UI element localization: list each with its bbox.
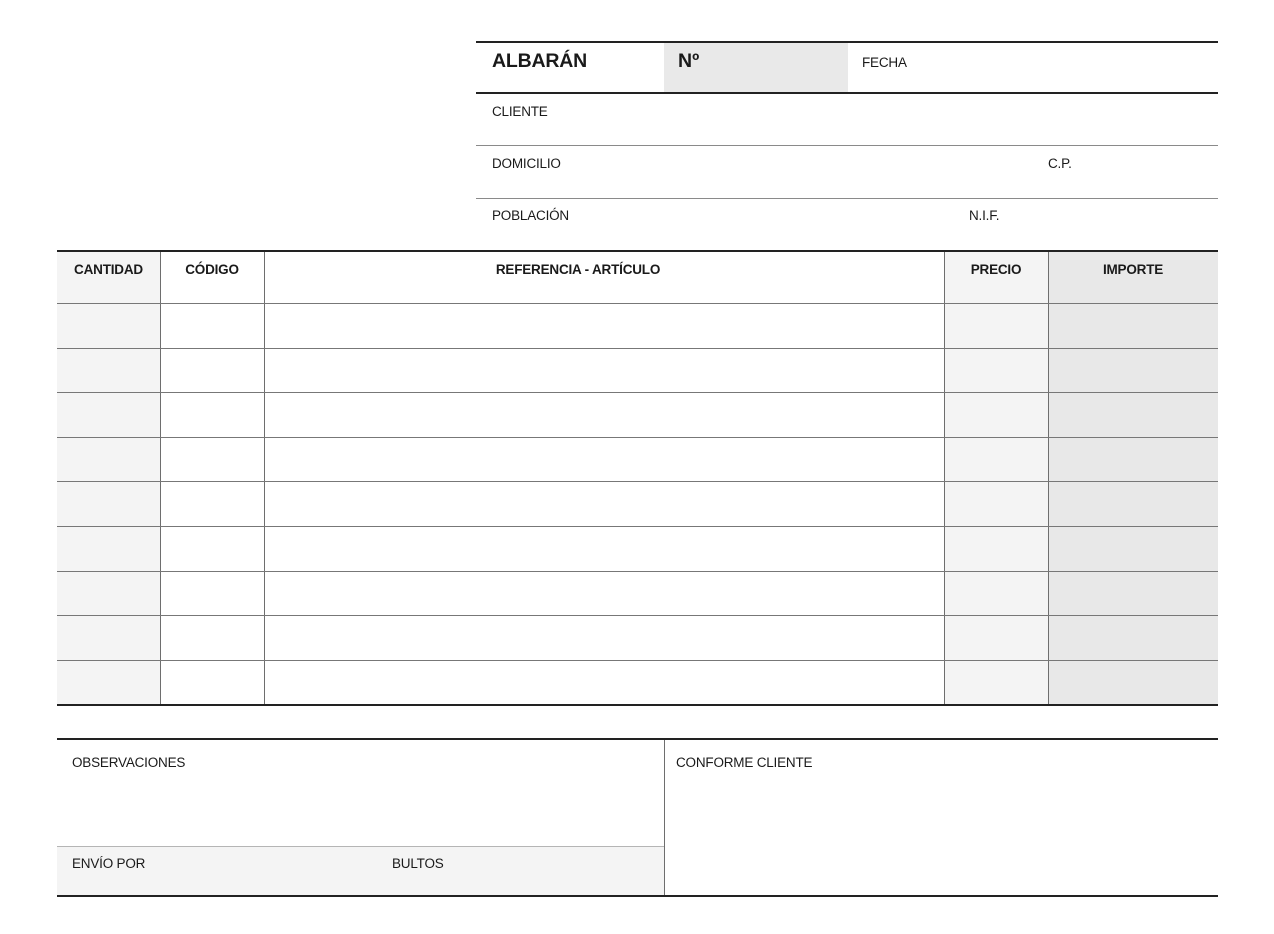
table-cell-codigo[interactable]	[161, 572, 264, 616]
table-cell-cantidad[interactable]	[58, 482, 160, 526]
table-cell-referencia[interactable]	[265, 393, 944, 437]
table-cell-importe[interactable]	[1049, 661, 1218, 705]
table-cell-precio[interactable]	[945, 393, 1048, 437]
table-cell-importe[interactable]	[1049, 438, 1218, 482]
table-cell-codigo[interactable]	[161, 527, 264, 571]
date-label: FECHA	[862, 55, 907, 70]
date-field[interactable]	[848, 43, 1218, 92]
table-cell-referencia[interactable]	[265, 572, 944, 616]
table-cell-codigo[interactable]	[161, 438, 264, 482]
table-cell-codigo[interactable]	[161, 304, 264, 348]
table-cell-codigo[interactable]	[161, 482, 264, 526]
shipping-label: ENVÍO POR	[72, 856, 146, 871]
table-cell-importe[interactable]	[1049, 349, 1218, 393]
customer-signature-area[interactable]	[665, 740, 1218, 895]
tax-id-field[interactable]	[956, 199, 1218, 250]
footer-bottom-rule	[57, 895, 1218, 897]
column-header-precio: PRECIO	[970, 262, 1022, 277]
table-cell-cantidad[interactable]	[58, 304, 160, 348]
packages-field[interactable]	[377, 847, 664, 895]
address-field[interactable]	[476, 146, 1036, 198]
table-cell-cantidad[interactable]	[58, 438, 160, 482]
table-cell-precio[interactable]	[945, 661, 1048, 705]
table-cell-cantidad[interactable]	[58, 349, 160, 393]
customer-approval-label: CONFORME CLIENTE	[676, 755, 813, 770]
table-cell-referencia[interactable]	[265, 349, 944, 393]
table-cell-referencia[interactable]	[265, 661, 944, 705]
table-cell-precio[interactable]	[945, 304, 1048, 348]
address-label: DOMICILIO	[492, 156, 561, 171]
table-cell-cantidad[interactable]	[58, 572, 160, 616]
table-cell-codigo[interactable]	[161, 393, 264, 437]
shipping-field[interactable]	[57, 847, 377, 895]
table-cell-cantidad[interactable]	[58, 616, 160, 660]
table-cell-importe[interactable]	[1049, 393, 1218, 437]
column-header-cantidad: CANTIDAD	[74, 262, 143, 277]
table-top-rule	[57, 250, 1218, 252]
table-cell-referencia[interactable]	[265, 438, 944, 482]
table-cell-precio[interactable]	[945, 482, 1048, 526]
column-header-importe: IMPORTE	[1102, 262, 1164, 277]
table-cell-importe[interactable]	[1049, 616, 1218, 660]
packages-label: BULTOS	[392, 856, 444, 871]
table-cell-referencia[interactable]	[265, 616, 944, 660]
table-cell-importe[interactable]	[1049, 482, 1218, 526]
observations-label: OBSERVACIONES	[72, 755, 186, 770]
table-cell-referencia[interactable]	[265, 304, 944, 348]
table-cell-cantidad[interactable]	[58, 393, 160, 437]
table-cell-referencia[interactable]	[265, 482, 944, 526]
city-label: POBLACIÓN	[492, 208, 569, 223]
table-cell-importe[interactable]	[1049, 527, 1218, 571]
document-title: ALBARÁN	[492, 50, 588, 72]
table-cell-cantidad[interactable]	[58, 661, 160, 705]
table-cell-cantidad[interactable]	[58, 527, 160, 571]
tax-id-label: N.I.F.	[969, 208, 1000, 223]
postal-code-field[interactable]	[1036, 146, 1218, 198]
table-cell-precio[interactable]	[945, 616, 1048, 660]
table-cell-codigo[interactable]	[161, 349, 264, 393]
table-cell-codigo[interactable]	[161, 661, 264, 705]
table-cell-codigo[interactable]	[161, 616, 264, 660]
table-cell-precio[interactable]	[945, 349, 1048, 393]
table-cell-importe[interactable]	[1049, 304, 1218, 348]
column-header-referencia: REFERENCIA - ARTÍCULO	[495, 262, 661, 277]
number-label: Nº	[678, 50, 700, 72]
client-label: CLIENTE	[492, 104, 548, 119]
table-cell-importe[interactable]	[1049, 572, 1218, 616]
postal-code-label: C.P.	[1048, 156, 1072, 171]
table-cell-precio[interactable]	[945, 438, 1048, 482]
client-field[interactable]	[476, 94, 1218, 145]
table-cell-precio[interactable]	[945, 527, 1048, 571]
table-cell-precio[interactable]	[945, 572, 1048, 616]
column-header-codigo: CÓDIGO	[185, 262, 239, 277]
table-cell-referencia[interactable]	[265, 527, 944, 571]
city-field[interactable]	[476, 199, 956, 250]
observations-field[interactable]	[57, 740, 664, 846]
